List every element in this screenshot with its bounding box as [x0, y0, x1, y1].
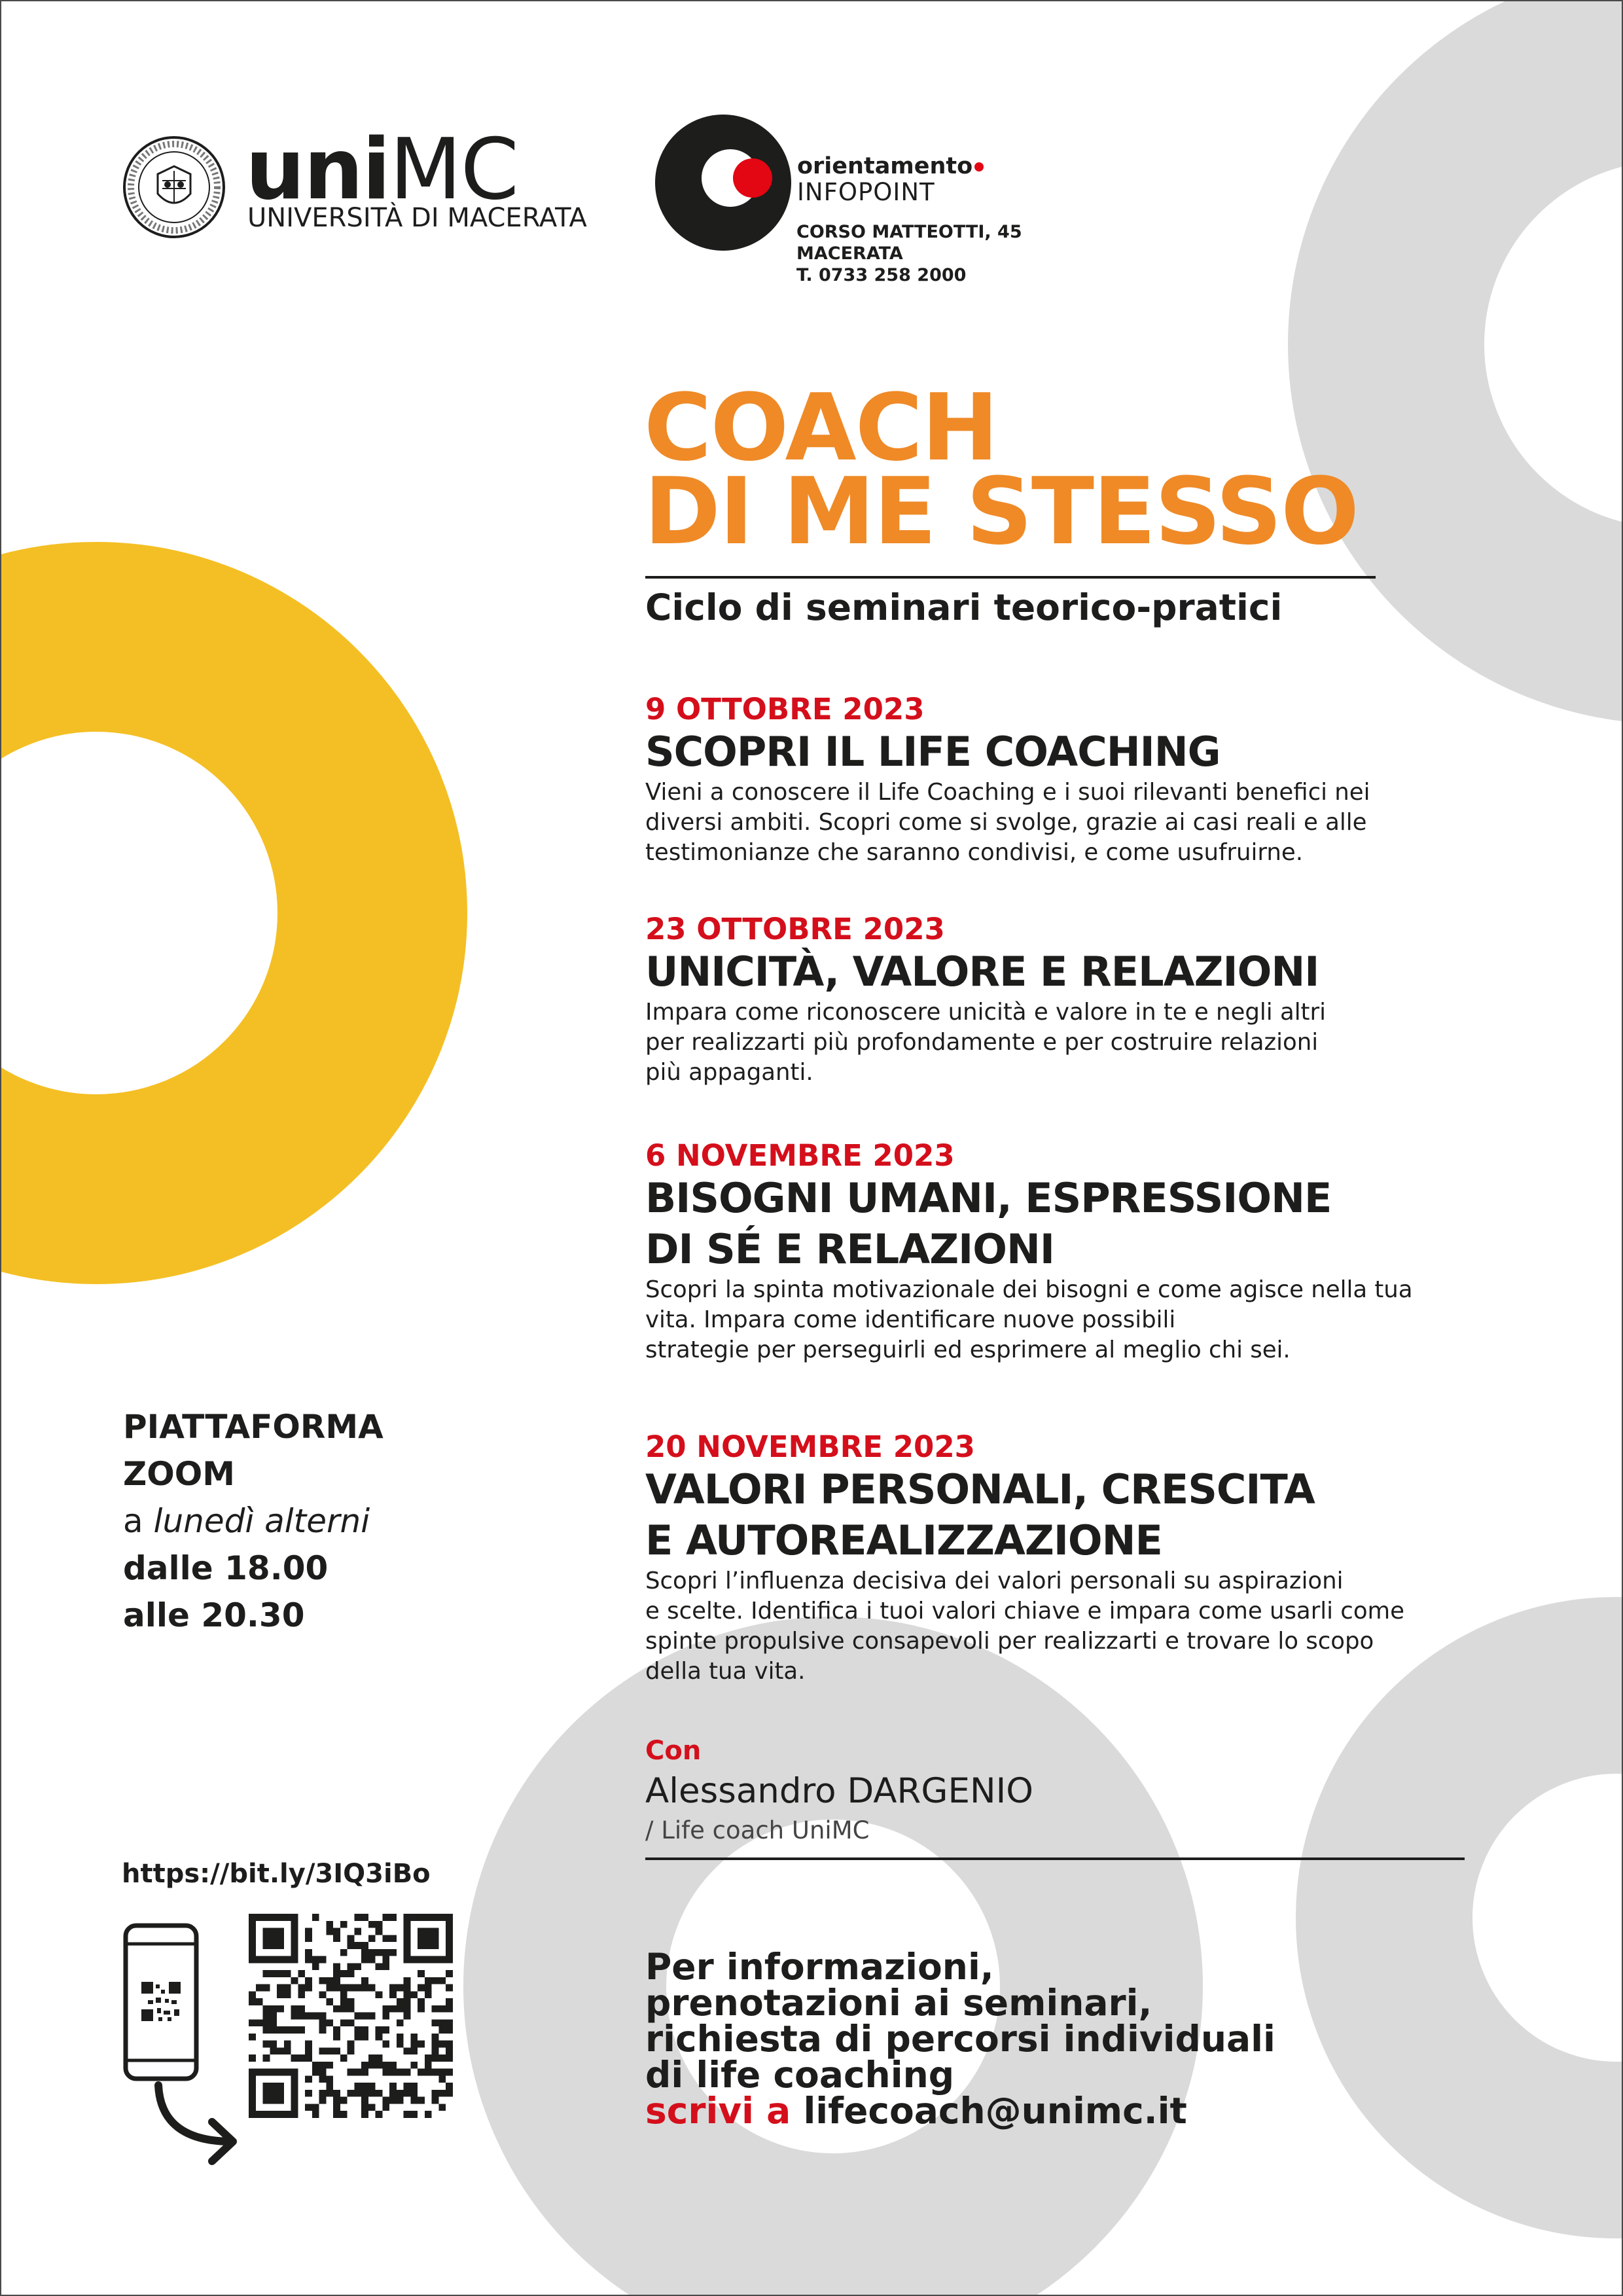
seminar-2	[645, 912, 1483, 1088]
title-divider	[645, 576, 1376, 579]
seminar-description: Scopri la spinta motivazionale dei bisogni e come agisce nella tua vita. Impara come identificare nuove possibili strategie per perseguirli ed esprimere al meglio chi sei.	[645, 1276, 1413, 1363]
speaker-label: Con	[645, 1736, 702, 1766]
schedule-start: dalle 18.00	[123, 1549, 329, 1587]
smartphone-qr-icon	[122, 1922, 220, 2085]
address-phone: T. 0733 258 2000	[796, 265, 967, 285]
seminar-3	[645, 1139, 1483, 1365]
seminar-description: Impara come riconoscere unicità e valore in te e negli altri per realizzarti più profondamente e per costruire relazioni più appaganti.	[645, 999, 1326, 1086]
seminar-1	[645, 692, 1483, 868]
seminar-4	[645, 1430, 1483, 1687]
yellow-ring-decoration	[0, 542, 467, 1284]
schedule-days: a lunedì alterni	[123, 1502, 370, 1540]
registration-link[interactable]: https://bit.ly/3IQ3iBo	[122, 1859, 431, 1889]
infopoint-label: INFOPOINT	[797, 178, 935, 206]
title-line-2: DI ME STESSO	[644, 458, 1358, 565]
infopoint-address	[796, 221, 1022, 286]
platform-info	[123, 1403, 383, 1639]
red-dot-icon	[974, 162, 984, 171]
speaker-role: / Life coach UniMC	[645, 1816, 870, 1844]
orientamento-logo-icon	[653, 113, 794, 253]
contact-line: richiesta di percorsi individuali	[645, 2018, 1275, 2060]
unimc-wordmark: uniMC	[245, 121, 518, 219]
qr-code-icon[interactable]	[249, 1914, 453, 2118]
orientamento-label: orientamento	[797, 153, 984, 179]
speaker-name: Alessandro DARGENIO	[645, 1771, 1033, 1811]
seminar-date: 20 NOVEMBRE 2023	[645, 1429, 975, 1464]
address-city: MACERATA	[796, 243, 903, 264]
seminar-heading: UNICITÀ, VALORE E RELAZIONI	[645, 948, 1319, 996]
address-street: CORSO MATTEOTTI, 45	[796, 222, 1022, 242]
contact-line: di life coaching	[645, 2054, 955, 2096]
contact-info	[645, 1946, 1275, 2132]
seminar-heading: VALORI PERSONALI, CRESCITA E AUTOREALIZZAZIONE	[645, 1465, 1315, 1564]
unimc-subtitle: UNIVERSITÀ DI MACERATA	[247, 203, 587, 233]
contact-cta: scrivi a	[645, 2090, 791, 2132]
contact-line: prenotazioni ai seminari,	[645, 1982, 1152, 2024]
platform-line-1: PIATTAFORMA	[123, 1408, 383, 1446]
platform-line-2: ZOOM	[123, 1455, 236, 1493]
speaker-divider	[645, 1857, 1465, 1860]
page-subtitle: Ciclo di seminari teorico-pratici	[645, 586, 1283, 628]
contact-email-link[interactable]: lifecoach@unimc.it	[803, 2090, 1187, 2132]
seminar-description: Vieni a conoscere il Life Coaching e i suoi rilevanti benefici nei diversi ambiti. Scopri come si svolge, grazie ai casi reali e alle testimonianze che saranno condivisi, e come usufruirne.	[645, 779, 1370, 866]
seminar-heading: BISOGNI UMANI, ESPRESSIONE DI SÉ E RELAZIONI	[645, 1174, 1332, 1273]
title-line-1: COACH	[644, 374, 998, 482]
contact-line: Per informazioni,	[645, 1946, 994, 1988]
curved-arrow-icon	[152, 2080, 243, 2165]
grey-ring-top-right	[1288, 0, 1623, 724]
seminar-date: 9 OTTOBRE 2023	[645, 692, 925, 726]
university-seal-icon	[122, 135, 226, 240]
seminar-date: 23 OTTOBRE 2023	[645, 912, 945, 946]
seminar-heading: SCOPRI IL LIFE COACHING	[645, 728, 1221, 776]
page-title	[644, 374, 1358, 565]
schedule-end: alle 20.30	[123, 1596, 305, 1634]
contact-email-line	[645, 2090, 1275, 2132]
seminar-description: Scopri l’influenza decisiva dei valori personali su aspirazioni e scelte. Identifica i tuoi valori chiave e impara come usarli come spinte propulsive consapevoli per realizzarti e trovare lo scopo della tua vita.	[645, 1568, 1404, 1685]
seminar-date: 6 NOVEMBRE 2023	[645, 1138, 955, 1173]
grey-ring-bottom-right	[1296, 1597, 1623, 2238]
